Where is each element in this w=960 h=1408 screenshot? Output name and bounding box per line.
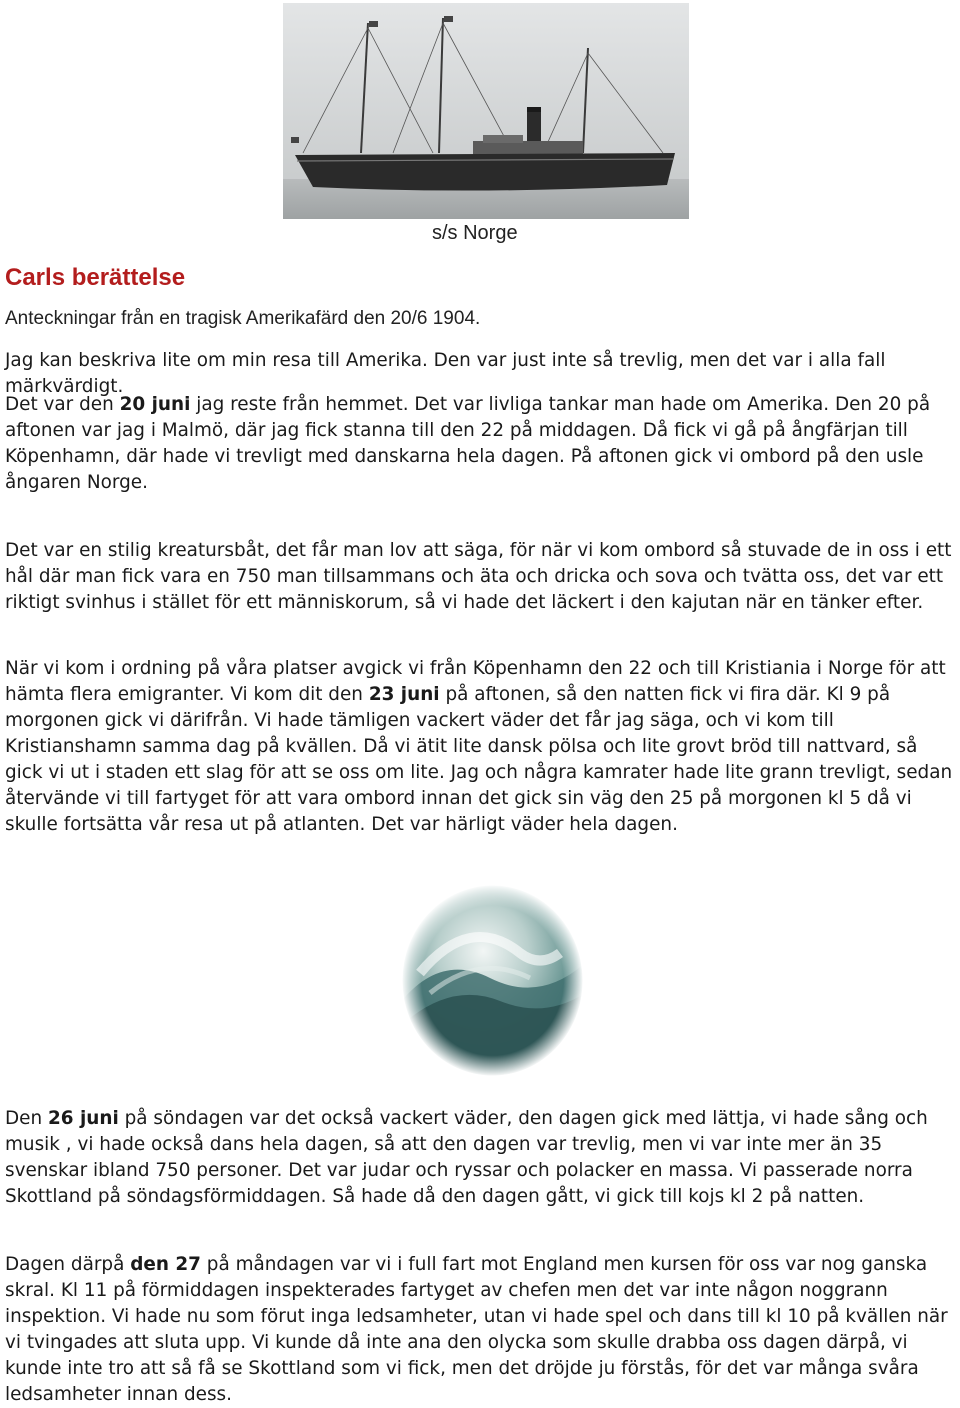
paragraph-4-text-c: på aftonen, så den natten fick vi fira där. Kl 9 på morgonen gick vi därifrån. Vi hade tämligen vackert väder det får jag säga, och vi kom till Kristianshamn samma dag på kvällen. Då vi ätit lite dansk pölsa och lite grovt bröd till nattvard, så gick vi ut i staden ett slag för att se oss om lite. Jag och några kamrater hade lite grann trevligt, sedan återvände vi till fartyget för att vara ombord innan det gick sin väg den 25 på morgonen kl 5 då vi skulle fortsätta vår resa ut på atlanten. Det var härligt väder hela dagen. bbox=[5, 684, 953, 835]
ocean-wave-oval-icon bbox=[400, 883, 585, 1078]
wave-image bbox=[400, 883, 585, 1078]
paragraph-5-text-c: på söndagen var det också vackert väder, den dagen gick med lättja, vi hade sång och musik , vi hade också dans hela dagen, så att den dagen var trevlig, men vi var inte mer än 35 svenskar ibland 750 personer. Det var judar och ryssar och polacker en massa. Vi passerade norra Skottland på söndagsförmiddagen. Så hade då den dagen gått, vi gick till kojs kl 2 på natten. bbox=[5, 1108, 928, 1207]
ship-caption: s/s Norge bbox=[432, 222, 518, 244]
paragraph-6-text-a: Dagen därpå bbox=[5, 1254, 131, 1275]
page-subtitle: Anteckningar från en tragisk Amerikafärd den 20/6 1904. bbox=[5, 308, 481, 329]
ship-photo bbox=[283, 3, 689, 219]
page-title: Carls berättelse bbox=[5, 264, 186, 291]
date-highlight-den-27: den 27 bbox=[130, 1254, 201, 1275]
paragraph-5-text-a: Den bbox=[5, 1108, 48, 1129]
paragraph-1: Jag kan beskriva lite om min resa till Amerika. Den var just inte så trevlig, men det var i alla fall märkvärdigt. bbox=[5, 350, 886, 397]
paragraph-6-text-c: på måndagen var vi i full fart mot England men kursen för oss var nog ganska skral. Kl 11 på förmiddagen inspekterades fartyget av chefen men det var inte någon noggrann inspektion. Vi hade nu som förut inga ledsamheter, utan vi hade spel och dans till kl 10 på kvällen när vi tvingades att sluta upp. Vi kunde då inte ana den olycka som skulle drabba oss dagen därpå, vi kunde inte tro att så få se Skottland som vi fick, men det dröjde ju förstås, för det var många svåra ledsamheter innan dess. bbox=[5, 1254, 948, 1405]
date-highlight-23-juni: 23 juni bbox=[368, 684, 440, 705]
paragraph-3: Det var en stilig kreatursbåt, det får man lov att säga, för när vi kom ombord så stuvade de in oss i ett hål där man fick vara en 750 man tillsammans och äta och dricka och sova och tvätta oss, det var ett riktigt svinhus i stället för ett människorum, så vi hade det läckert i den kajutan när en tänker efter. bbox=[5, 540, 952, 613]
paragraph-4-text-a: När vi kom i ordning på våra platser avgick vi från Köpenhamn den 22 och till Kristiania i Norge för att hämta flera emigranter. Vi kom dit den bbox=[5, 658, 946, 705]
paragraph-2 bbox=[5, 392, 955, 496]
paragraph-5 bbox=[5, 1106, 955, 1210]
paragraph-4 bbox=[5, 656, 955, 838]
date-highlight-20-juni: 20 juni bbox=[119, 394, 191, 415]
steamship-photo-icon bbox=[283, 3, 689, 219]
paragraph-2-text-c: jag reste från hemmet. Det var livliga tankar man hade om Amerika. Den 20 på aftonen var jag i Malmö, där jag fick stanna till den 22 på middagen. Då fick vi gå på ångfärjan till Köpenhamn, där hade vi trevligt med danskarna hela dagen. På aftonen gick vi ombord på den usle ångaren Norge. bbox=[5, 394, 931, 493]
paragraph-2-text-a: Det var den bbox=[5, 394, 120, 415]
date-highlight-26-juni: 26 juni bbox=[47, 1108, 119, 1129]
paragraph-6 bbox=[5, 1252, 955, 1408]
